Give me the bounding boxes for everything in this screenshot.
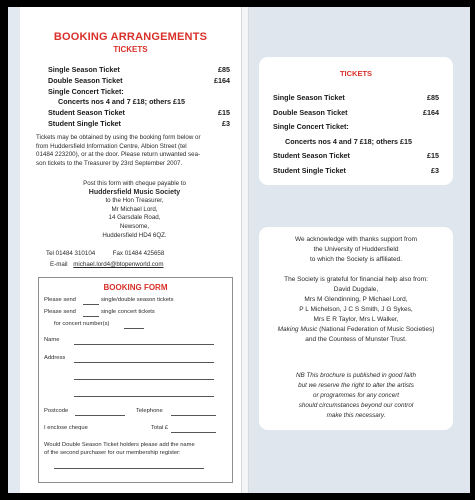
postal-address-block [28,180,241,240]
email-row [50,261,240,270]
ticket-price: £3 [222,118,230,128]
concert-tickets-type-label: single concert tickets [101,309,155,315]
second-purchaser-note-line: of the second purchaser for our membership register: [44,450,181,456]
ticket-row [48,76,230,87]
address-field-line-1[interactable] [74,362,214,363]
nb-line: but we reserve the right to alter the artists [298,382,414,389]
address-line: 14 Garsdale Road, [108,214,161,222]
ticket-price: £85 [218,65,230,74]
nb-line: NB This brochure is published in good faith [295,372,417,379]
nb-line: or programmes for any concert [312,392,400,399]
email-link[interactable]: michael.lord4@btopenworld.com [73,261,164,268]
info-line: Tickets may be obtained by using the booking form below or [36,134,201,141]
name-label: Name [44,337,60,343]
left-page [8,7,241,493]
postcode-label: Postcode [44,408,69,414]
ticket-label: Double Season Ticket [273,107,348,117]
ticket-price: £85 [427,93,439,102]
donor-line: Mrs M Glendinning, P Michael Lord, [304,296,408,303]
info-line: from Huddersfield Information Centre, Albion Street (tel [36,142,187,150]
fax-number: Fax 01484 425658 [112,250,165,257]
ticket-row [273,120,439,135]
ticket-price: £15 [218,108,230,118]
telephone-number: Tel 01484 310104 [46,250,96,257]
total-label: Total £ [151,425,169,431]
ticket-row [48,108,230,119]
enclose-cheque-label: I enclose cheque [44,425,88,431]
making-music-description: (National Federation of Music Societies) [317,326,435,333]
page-fold [241,7,249,493]
address-field-line-3[interactable] [74,396,214,397]
ticket-row [48,119,230,130]
ticket-row [273,164,439,179]
contact-numbers [46,250,236,259]
ticket-label: Student Single Ticket [273,165,346,175]
university-acknowledgement [259,235,453,265]
ticket-row [273,106,439,121]
disclaimer-note [259,371,453,421]
ticket-price: £3 [431,165,439,175]
tickets-card [259,57,453,185]
address-line: Newsome, [119,222,150,230]
total-amount-field[interactable] [171,432,216,433]
making-music-line [259,325,453,335]
post-intro: Post this form with cheque payable to [83,180,186,187]
right-ticket-price-list [273,91,439,178]
ticket-price: £164 [214,75,230,85]
season-tickets-type-label: single/double season tickets [101,297,174,303]
ticket-row [273,91,439,106]
right-page [249,7,470,493]
address-label: Address [44,355,66,361]
info-line: 01484 223200), or at the door. Please return unwanted sea- [36,151,201,159]
send-concert-tickets-label: Please send [44,309,76,315]
concert-numbers-field[interactable] [124,328,144,329]
nb-line: make this necessary. [326,412,386,419]
concert-tickets-quantity-field[interactable] [83,316,99,317]
left-ticket-price-list [48,65,230,130]
ticket-label: Student Season Ticket [273,151,350,160]
left-edge-strip [8,7,20,493]
booking-arrangements-title: BOOKING ARRANGEMENTS [53,31,208,43]
ticket-label: Single Concert Ticket: [273,122,349,131]
ticket-row [48,87,230,98]
donor-line: David Dugdale, [333,286,379,293]
ticket-label: Student Season Ticket [48,108,125,118]
ticket-label: Double Season Ticket [48,75,123,85]
concert-numbers-label: for concert number(s) [54,321,110,327]
making-music-name: Making Music [277,326,318,333]
ack-line: We acknowledge with thanks support from [295,236,417,243]
ack-line: to which the Society is affiliated. [309,256,402,263]
ticket-label: Concerts nos 4 and 7 £18; others £15 [285,136,413,146]
ticket-label: Concerts nos 4 and 7 £18; others £15 [58,97,186,107]
ticket-price: £164 [423,107,439,117]
address-line: Huddersfield HD4 6QZ. [102,231,167,239]
telephone-label: Telephone [136,408,163,414]
ticket-label: Single Concert Ticket: [48,86,124,96]
acknowledgements-card [259,227,453,430]
countess-line: and the Countess of Munster Trust. [305,336,407,343]
ticket-row [48,65,230,76]
grateful-line: The Society is grateful for financial help also from: [284,276,428,283]
ticket-row [273,135,439,150]
booking-form [38,277,233,483]
postcode-field[interactable] [75,415,125,416]
ticket-label: Student Single Ticket [48,118,121,128]
financial-help-list [259,275,453,345]
ack-line: the University of Huddersfield [313,246,399,253]
ticket-price: £15 [427,151,439,160]
email-label: E-mail [50,261,68,268]
name-field[interactable] [74,344,214,345]
second-purchaser-field[interactable] [54,468,204,469]
ticket-label: Single Season Ticket [48,65,120,74]
donor-line: P L Michelson, J C S Smith, J G Sykes, [299,306,413,313]
booking-form-title: BOOKING FORM [103,283,168,292]
booking-info-paragraph [36,134,236,168]
donor-line: Mrs E R Taylor, Mrs L Walker, [313,316,399,323]
info-line: son tickets to the Treasurer by 23rd September 2007. [36,159,183,167]
nb-line: should circumstances beyond our control [298,402,414,409]
season-tickets-quantity-field[interactable] [83,304,99,305]
ticket-row [273,149,439,164]
tickets-card-title: TICKETS [339,69,373,78]
send-season-tickets-label: Please send [44,297,76,303]
address-line: to the Hon Treasurer, [105,197,164,205]
ticket-label: Single Season Ticket [273,93,345,102]
address-line: Mr Michael Lord, [111,205,158,213]
society-name: Huddersfield Music Society [88,188,181,196]
second-purchaser-note-line: Would Double Season Ticket holders please add the name [44,442,195,448]
telephone-field[interactable] [171,415,216,416]
brochure-spread [8,7,470,493]
tickets-subtitle: TICKETS [113,45,148,54]
address-field-line-2[interactable] [74,379,214,380]
ticket-row [48,97,230,108]
